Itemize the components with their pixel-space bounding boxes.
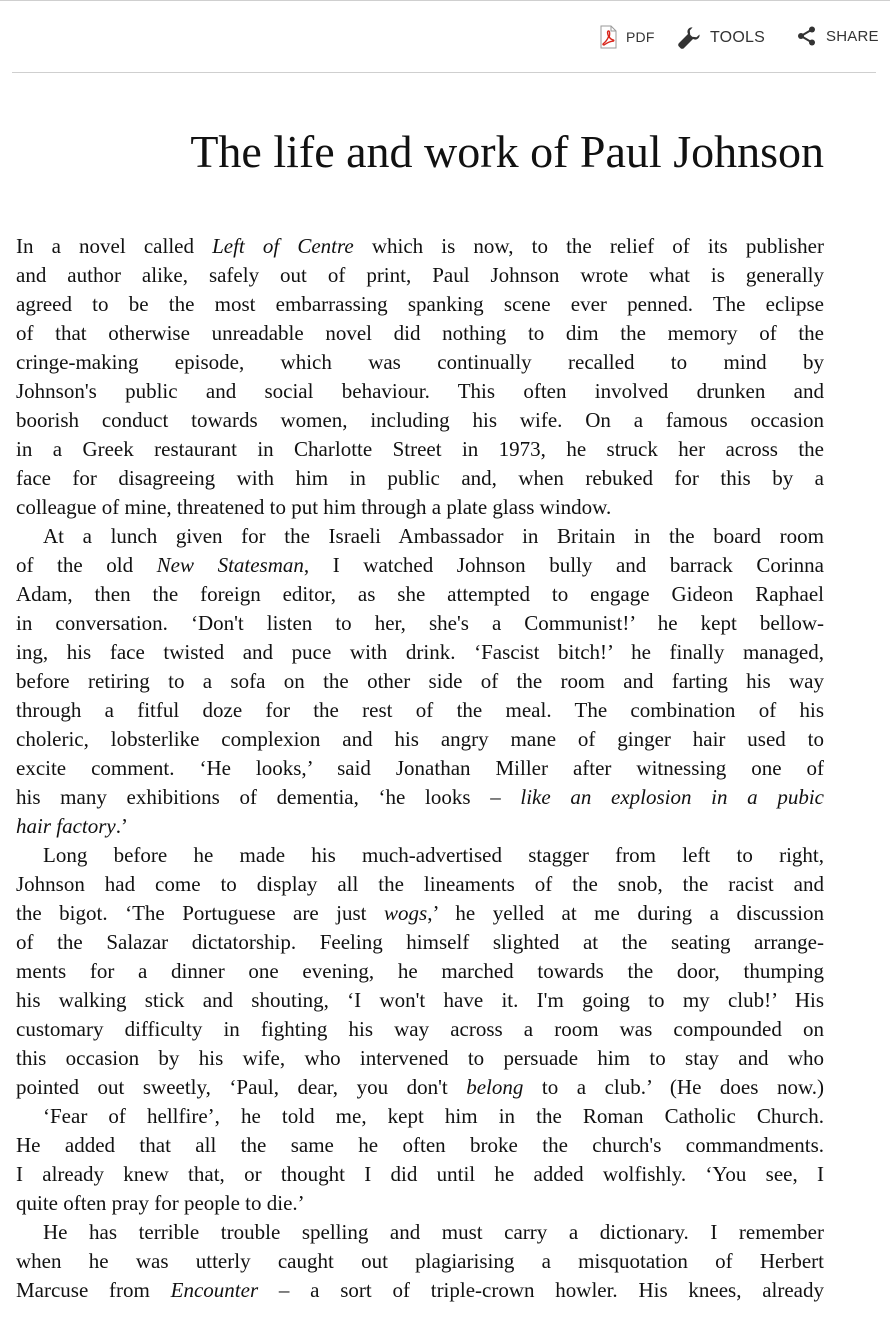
text-line	[16, 1276, 824, 1305]
text-segment: cringe-making episode, which was continually recalled to mind by	[16, 350, 824, 374]
text-segment: which is now, to the relief of its publisher	[353, 234, 824, 258]
text-segment: ments for a dinner one evening, he marched towards the door, thumping	[16, 959, 824, 983]
pdf-file-icon	[598, 25, 626, 49]
text-segment: boorish conduct towards women, including his wife. On a famous occasion	[16, 408, 824, 432]
text-line	[16, 1015, 824, 1044]
text-segment: choleric, lobsterlike complexion and his angry mane of ginger hair used to	[16, 727, 824, 751]
italic-text: belong	[466, 1075, 524, 1099]
text-segment: of the Salazar dictatorship. Feeling himself slighted at the seating arrange-	[16, 930, 824, 954]
text-line	[16, 435, 824, 464]
italic-text: New Statesman	[156, 553, 304, 577]
text-segment: ,’ he yelled at me during a discussion	[427, 901, 824, 925]
text-segment: this occasion by his wife, who intervened to persuade him to stay and who	[16, 1046, 824, 1070]
text-line	[16, 319, 824, 348]
italic-text: like an explosion in a pubic	[520, 785, 824, 809]
text-line	[16, 1218, 824, 1247]
tools-button[interactable]	[676, 25, 765, 51]
text-segment: In a novel called	[16, 234, 213, 258]
text-segment: his walking stick and shouting, ‘I won't have it. I'm going to my club!’ His	[16, 988, 824, 1012]
document-toolbar	[0, 0, 890, 72]
text-segment: through a fitful doze for the rest of the meal. The combination of his	[16, 698, 824, 722]
text-segment: .’	[115, 814, 128, 838]
text-line	[16, 261, 824, 290]
text-line	[16, 1247, 824, 1276]
text-line	[16, 899, 824, 928]
text-line	[16, 957, 824, 986]
text-segment: At a lunch given for the Israeli Ambassador in Britain in the board room	[43, 524, 824, 548]
text-segment: , I watched Johnson bully and barrack Corinna	[303, 553, 824, 577]
wrench-icon	[676, 25, 710, 51]
text-line	[16, 1073, 824, 1102]
text-line	[16, 580, 824, 609]
text-line	[16, 493, 824, 522]
text-line	[16, 1044, 824, 1073]
text-segment: and author alike, safely out of print, Paul Johnson wrote what is generally	[16, 263, 824, 287]
text-segment: in a Greek restaurant in Charlotte Street in 1973, he struck her across the	[16, 437, 824, 461]
text-segment: Marcuse from	[16, 1278, 171, 1302]
text-segment: his many exhibitions of dementia, ‘he looks –	[16, 785, 521, 809]
text-segment: Johnson had come to display all the lineaments of the snob, the racist and	[16, 872, 824, 896]
text-segment: excite comment. ‘He looks,’ said Jonathan Miller after witnessing one of	[16, 756, 824, 780]
article-title: The life and work of Paul Johnson	[190, 126, 824, 177]
italic-text: Left of Centre	[212, 234, 354, 258]
text-segment: customary difficulty in fighting his way across a room was compounded on	[16, 1017, 824, 1041]
text-segment: ing, his face twisted and puce with drink. ‘Fascist bitch!’ he finally managed,	[16, 640, 824, 664]
text-line	[16, 928, 824, 957]
text-segment: I already knew that, or thought I did until he added wolfishly. ‘You see, I	[16, 1162, 824, 1186]
text-line	[16, 1189, 824, 1218]
pdf-button[interactable]	[598, 25, 655, 49]
tools-label: TOOLS	[710, 29, 765, 46]
text-line	[16, 464, 824, 493]
share-label: SHARE	[826, 27, 879, 45]
text-segment: He has terrible trouble spelling and must carry a dictionary. I remember	[43, 1220, 824, 1244]
text-segment: to a club.’ (He does now.)	[523, 1075, 824, 1099]
text-line	[16, 725, 824, 754]
text-line	[16, 754, 824, 783]
text-line	[16, 377, 824, 406]
text-line	[16, 290, 824, 319]
text-line	[16, 348, 824, 377]
text-segment: Adam, then the foreign editor, as she attempted to engage Gideon Raphael	[16, 582, 824, 606]
text-segment: quite often pray for people to die.’	[16, 1191, 305, 1215]
pdf-label: PDF	[626, 29, 655, 45]
text-segment: – a sort of triple-crown howler. His knees, already	[258, 1278, 824, 1302]
text-line	[16, 841, 824, 870]
text-segment: in conversation. ‘Don't listen to her, she's a Communist!’ he kept bellow-	[16, 611, 824, 635]
text-line	[16, 609, 824, 638]
text-segment: the bigot. ‘The Portuguese are just	[16, 901, 385, 925]
text-segment: of that otherwise unreadable novel did nothing to dim the memory of the	[16, 321, 824, 345]
text-segment: before retiring to a sofa on the other side of the room and farting his way	[16, 669, 824, 693]
text-line	[16, 232, 824, 261]
share-icon	[796, 25, 826, 47]
text-line	[16, 638, 824, 667]
text-segment: when he was utterly caught out plagiarising a misquotation of Herbert	[16, 1249, 824, 1273]
italic-text: hair factory	[16, 814, 116, 838]
text-line	[16, 986, 824, 1015]
text-line	[16, 1102, 824, 1131]
text-line	[16, 870, 824, 899]
text-line	[16, 522, 824, 551]
text-segment: He added that all the same he often broke the church's commandments.	[16, 1133, 824, 1157]
text-segment: pointed out sweetly, ‘Paul, dear, you don't	[16, 1075, 467, 1099]
text-line	[16, 1131, 824, 1160]
toolbar-divider	[12, 72, 876, 73]
text-segment: agreed to be the most embarrassing spanking scene ever penned. The eclipse	[16, 292, 824, 316]
text-segment: colleague of mine, threatened to put him through a plate glass window.	[16, 495, 612, 519]
text-segment: face for disagreeing with him in public and, when rebuked for this by a	[16, 466, 824, 490]
text-line	[16, 551, 824, 580]
text-segment: Johnson's public and social behaviour. This often involved drunken and	[16, 379, 824, 403]
text-line	[16, 696, 824, 725]
text-line	[16, 667, 824, 696]
italic-text: wogs	[384, 901, 428, 925]
text-line	[16, 783, 824, 812]
text-line	[16, 1160, 824, 1189]
text-line	[16, 406, 824, 435]
article-body	[16, 232, 824, 1305]
text-line	[16, 812, 824, 841]
text-segment: Long before he made his much-advertised stagger from left to right,	[43, 843, 824, 867]
italic-text: Encounter	[170, 1278, 259, 1302]
text-segment: ‘Fear of hellfire’, he told me, kept him in the Roman Catholic Church.	[43, 1104, 824, 1128]
share-button[interactable]	[796, 25, 879, 47]
text-segment: of the old	[16, 553, 157, 577]
